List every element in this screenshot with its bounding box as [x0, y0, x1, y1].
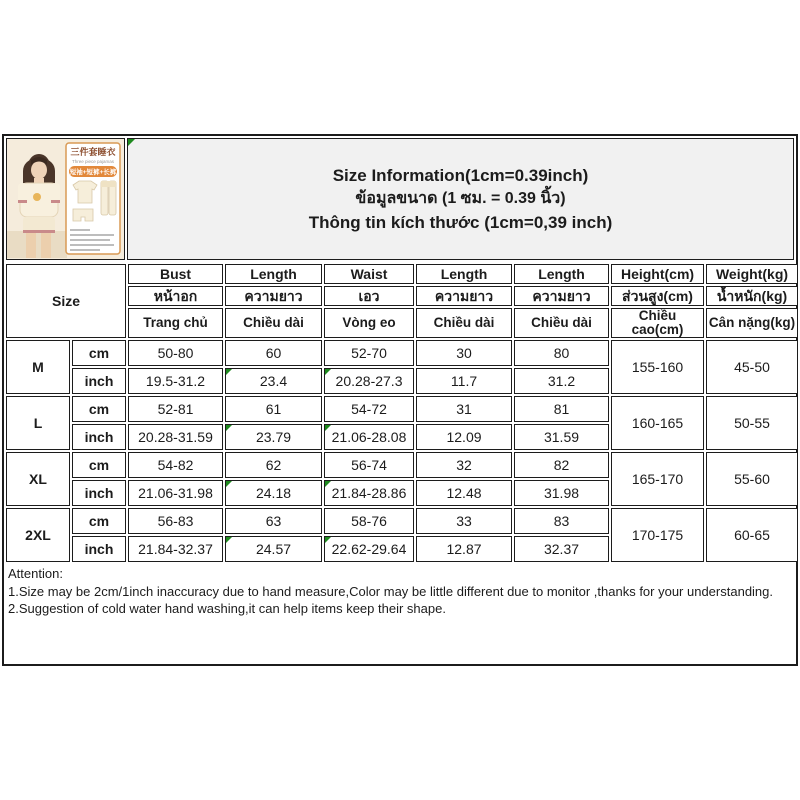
value-cell-cm: 31: [416, 396, 512, 422]
title-en: Size Information(1cm=0.39inch): [332, 165, 589, 185]
value-cell-cm: 81: [514, 396, 609, 422]
table-row: [6, 452, 798, 478]
size-label-cell: XL: [6, 452, 70, 506]
header-cell-th: ความยาว: [514, 286, 609, 306]
size-label-cell: 2XL: [6, 508, 70, 562]
unit-cell-cm: cm: [72, 396, 126, 422]
attention-item: 2.Suggestion of cold water hand washing,it can help items keep their shape.: [8, 600, 446, 616]
product-info-card: [66, 143, 120, 254]
header-cell-th: ส่วนสูง(cm): [611, 286, 704, 306]
value-cell-inch: 22.62-29.64: [324, 536, 414, 562]
unit-cell-inch: inch: [72, 424, 126, 450]
value-cell-cm: 80: [514, 340, 609, 366]
unit-cell-inch: inch: [72, 536, 126, 562]
value-cell-inch: 21.06-31.98: [128, 480, 223, 506]
header-cell-th: เอว: [324, 286, 414, 306]
value-cell-inch: 31.98: [514, 480, 609, 506]
value-cell-cm: 52-81: [128, 396, 223, 422]
product-image: [6, 138, 125, 260]
table-row: [6, 264, 798, 284]
header-cell-th: หน้าอก: [128, 286, 223, 306]
header-cell-th: น้ำหนัก(kg): [706, 286, 798, 306]
value-cell-inch: 21.84-28.86: [324, 480, 414, 506]
unit-cell-inch: inch: [72, 368, 126, 394]
value-cell-cm: 56-74: [324, 452, 414, 478]
value-cell-inch: 23.4: [225, 368, 322, 394]
product-banner-label: 短袖+短裤+长裤: [69, 169, 117, 176]
weight-cell: 50-55: [706, 396, 798, 450]
value-cell-inch: 24.18: [225, 480, 322, 506]
header-cell-th: ความยาว: [416, 286, 512, 306]
value-cell-inch: 12.09: [416, 424, 512, 450]
size-label-cell: M: [6, 340, 70, 394]
value-cell-cm: 56-83: [128, 508, 223, 534]
value-cell-inch: 12.48: [416, 480, 512, 506]
value-cell-cm: 83: [514, 508, 609, 534]
height-cell: 155-160: [611, 340, 704, 394]
weight-cell: 55-60: [706, 452, 798, 506]
value-cell-cm: 63: [225, 508, 322, 534]
attention-heading: Attention:: [8, 566, 63, 582]
header-cell-th: ความยาว: [225, 286, 322, 306]
table-row: [6, 396, 798, 422]
header-band: [4, 136, 796, 262]
header-cell-en: Height(cm): [611, 264, 704, 284]
value-cell-cm: 50-80: [128, 340, 223, 366]
attention-notes: [4, 564, 796, 664]
product-photo-illustration: [7, 139, 124, 258]
header-cell-vi: Vòng eo: [324, 308, 414, 338]
weight-cell: 45-50: [706, 340, 798, 394]
value-cell-inch: 20.28-31.59: [128, 424, 223, 450]
value-cell-cm: 54-72: [324, 396, 414, 422]
value-cell-cm: 30: [416, 340, 512, 366]
value-cell-inch: 24.57: [225, 536, 322, 562]
height-cell: 165-170: [611, 452, 704, 506]
value-cell-inch: 12.87: [416, 536, 512, 562]
size-chart-panel: [2, 134, 798, 666]
weight-cell: 60-65: [706, 508, 798, 562]
table-row: [6, 340, 798, 366]
unit-cell-cm: cm: [72, 508, 126, 534]
unit-cell-cm: cm: [72, 340, 126, 366]
header-cell-en: Weight(kg): [706, 264, 798, 284]
size-table: [4, 262, 800, 564]
header-cell-en: Length: [225, 264, 322, 284]
unit-cell-inch: inch: [72, 480, 126, 506]
value-cell-cm: 60: [225, 340, 322, 366]
header-cell-vi: Chiều dài: [514, 308, 609, 338]
table-row: [6, 508, 798, 534]
value-cell-inch: 20.28-27.3: [324, 368, 414, 394]
attention-item: 1.Size may be 2cm/1inch inaccuracy due to hand measure,Color may be little different due to monitor ,thanks for your understanding.: [8, 583, 774, 599]
value-cell-cm: 54-82: [128, 452, 223, 478]
value-cell-cm: 58-76: [324, 508, 414, 534]
header-cell-en: Length: [514, 264, 609, 284]
value-cell-inch: 32.37: [514, 536, 609, 562]
height-cell: 160-165: [611, 396, 704, 450]
header-cell-en: Bust: [128, 264, 223, 284]
value-cell-cm: 62: [225, 452, 322, 478]
value-cell-cm: 52-70: [324, 340, 414, 366]
value-cell-inch: 23.79: [225, 424, 322, 450]
value-cell-cm: 82: [514, 452, 609, 478]
unit-cell-cm: cm: [72, 452, 126, 478]
header-cell-vi: Trang chủ: [128, 308, 223, 338]
title-th: ข้อมูลขนาด (1 ซม. = 0.39 นิ้ว): [355, 190, 566, 207]
header-cell-vi: Chiều dài: [416, 308, 512, 338]
header-cell-vi: Chiều cao(cm): [611, 308, 704, 338]
value-cell-inch: 31.59: [514, 424, 609, 450]
height-cell: 170-175: [611, 508, 704, 562]
value-cell-inch: 11.7: [416, 368, 512, 394]
value-cell-cm: 32: [416, 452, 512, 478]
header-cell-vi: Chiều dài: [225, 308, 322, 338]
value-cell-inch: 19.5-31.2: [128, 368, 223, 394]
size-table-wrap: [4, 262, 796, 564]
value-cell-inch: 21.06-28.08: [324, 424, 414, 450]
title-vi: Thông tin kích thước (1cm=0,39 inch): [308, 213, 613, 232]
value-cell-cm: 61: [225, 396, 322, 422]
value-cell-inch: 31.2: [514, 368, 609, 394]
size-corner-cell: Size: [6, 264, 126, 338]
header-cell-en: Waist: [324, 264, 414, 284]
value-cell-inch: 21.84-32.37: [128, 536, 223, 562]
value-cell-cm: 33: [416, 508, 512, 534]
product-subtitle-en: Three piece pajamas: [71, 159, 115, 164]
size-information-title: [127, 138, 794, 260]
product-title-cn: 三件套睡衣: [70, 147, 116, 157]
size-label-cell: L: [6, 396, 70, 450]
header-cell-vi: Cân nặng(kg): [706, 308, 798, 338]
header-cell-en: Length: [416, 264, 512, 284]
